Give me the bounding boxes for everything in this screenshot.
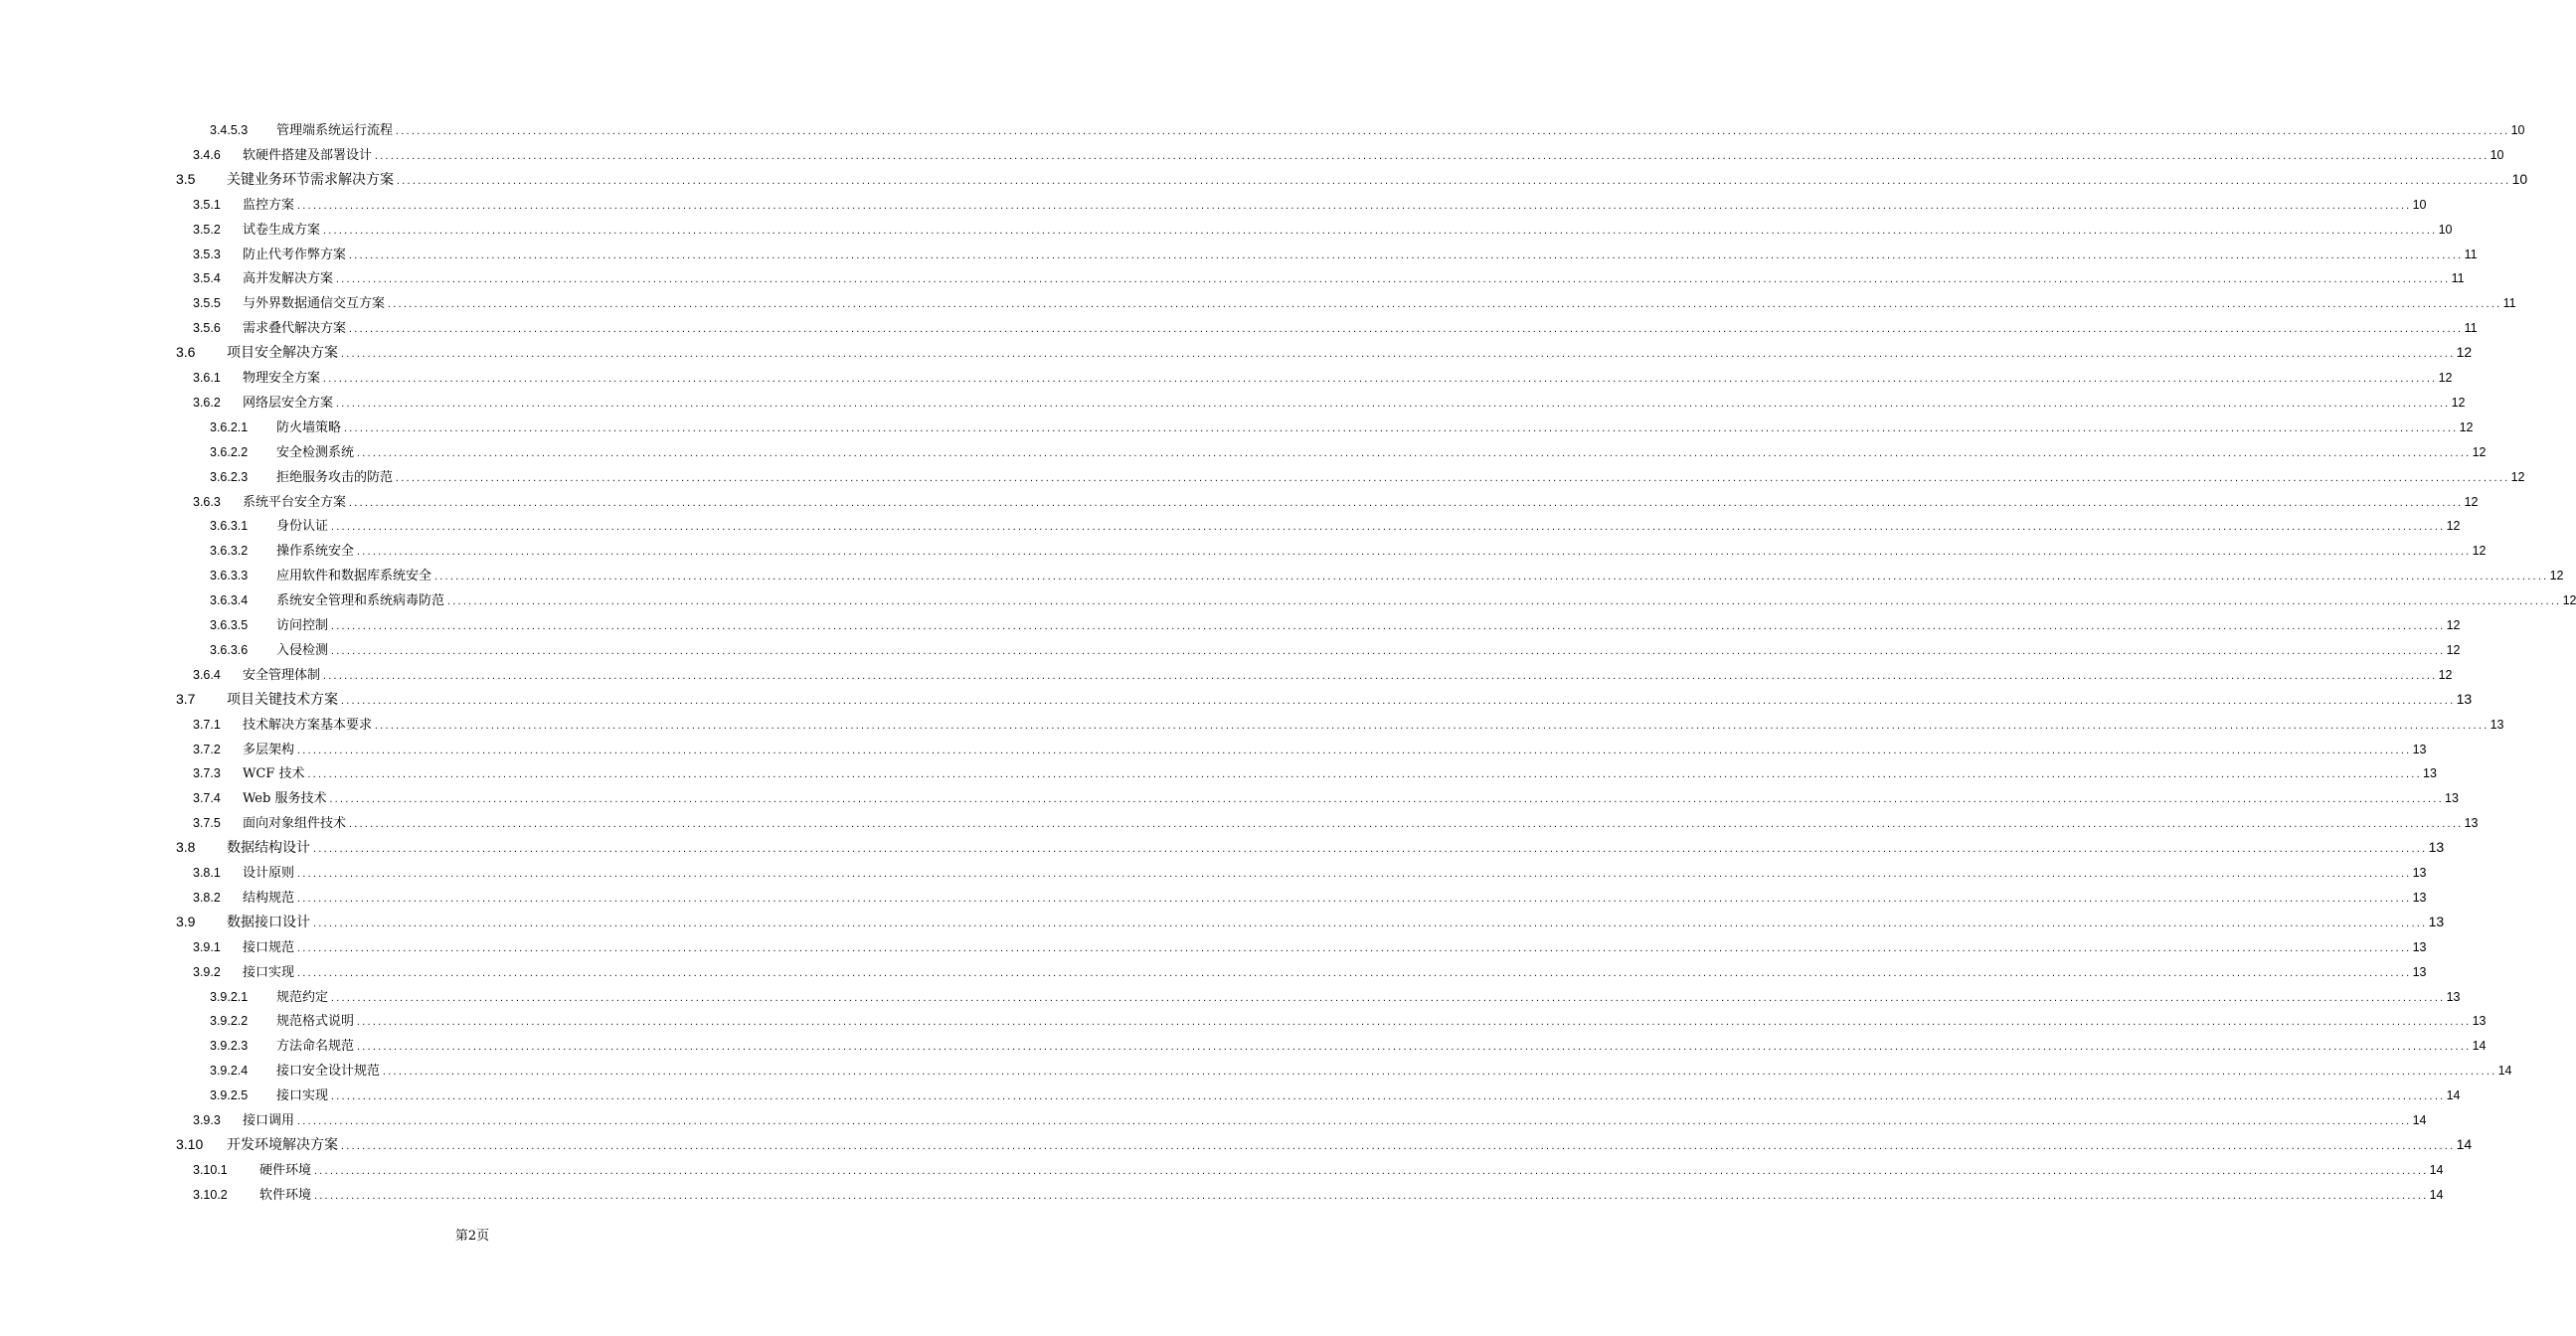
toc-entry-number: 3.6.3.5 <box>210 618 249 632</box>
toc-entry-title: 技术解决方案基本要求 <box>243 717 373 733</box>
toc-entry-title: 接口实现 <box>243 964 295 980</box>
toc-dot-leader: ................................................................................................................................................................................................................................................................................................................................................................................................................ <box>340 696 2455 706</box>
toc-dot-leader: ................................................................................................................................................................................................................................................................................................................................................................................................................ <box>306 770 2422 780</box>
toc-entry[interactable] <box>210 1060 2512 1080</box>
page-footer: 第2页 <box>454 1229 490 1244</box>
toc-entry-page: 13 <box>2423 766 2437 781</box>
toc-entry-title: 监控方案 <box>243 197 295 213</box>
toc-entry[interactable] <box>193 317 2478 337</box>
toc-entry[interactable] <box>176 912 2445 931</box>
toc-entry[interactable] <box>193 862 2427 882</box>
toc-entry-number: 3.6.3.6 <box>210 642 249 657</box>
toc-entry-page: 10 <box>2412 197 2427 212</box>
toc-entry-title: 防火墙策略 <box>276 419 342 435</box>
toc-entry-number: 3.5.3 <box>193 247 221 261</box>
toc-entry-number: 3.7.5 <box>193 816 221 831</box>
toc-entry-page: 12 <box>2446 618 2461 632</box>
toc-entry-number: 3.7.4 <box>193 791 221 806</box>
toc-entry-number: 3.6 <box>176 344 196 361</box>
toc-entry-number: 3.9.2.4 <box>210 1064 249 1079</box>
toc-entry[interactable] <box>193 812 2479 832</box>
toc-entry-page: 13 <box>2428 839 2445 856</box>
toc-entry-title: 数据接口设计 <box>227 914 310 930</box>
toc-entry-page: 12 <box>2459 419 2474 434</box>
toc-entry-title: 规范格式说明 <box>276 1014 355 1030</box>
toc-entry[interactable] <box>193 787 2459 807</box>
toc-entry[interactable] <box>193 292 2516 312</box>
toc-entry[interactable] <box>210 466 2525 486</box>
toc-dot-leader: ................................................................................................................................................................................................................................................................................................................................................................................................................ <box>296 943 2411 953</box>
toc-entry[interactable] <box>193 194 2427 214</box>
toc-entry-title: Web 服务技术 <box>243 791 327 807</box>
toc-entry-number: 3.5.6 <box>193 321 221 336</box>
toc-entry-page: 12 <box>2562 593 2576 608</box>
toc-dot-leader: ................................................................................................................................................................................................................................................................................................................................................................................................................ <box>356 1018 2471 1028</box>
toc-entry[interactable] <box>193 961 2427 981</box>
toc-dot-leader: ................................................................................................................................................................................................................................................................................................................................................................................................................ <box>340 350 2455 360</box>
toc-entry[interactable] <box>176 837 2445 857</box>
toc-entry[interactable] <box>193 887 2427 907</box>
toc-entry[interactable] <box>210 1010 2487 1030</box>
toc-entry-number: 3.8.2 <box>193 890 221 905</box>
toc-entry-title: 设计原则 <box>243 866 295 881</box>
toc-entry[interactable] <box>210 1035 2487 1055</box>
toc-entry-title: WCF 技术 <box>243 766 305 782</box>
toc-entry-number: 3.10 <box>176 1135 204 1152</box>
toc-entry[interactable] <box>210 589 2576 609</box>
toc-dot-leader: ................................................................................................................................................................................................................................................................................................................................................................................................................ <box>330 646 2445 656</box>
toc-entry-number: 3.5.1 <box>193 197 221 212</box>
toc-entry-page: 12 <box>2451 395 2466 410</box>
toc-entry-page: 13 <box>2445 791 2459 806</box>
toc-dot-leader: ................................................................................................................................................................................................................................................................................................................................................................................................................ <box>348 498 2463 508</box>
toc-entry-page: 13 <box>2412 890 2427 905</box>
toc-entry-title: 需求叠代解决方案 <box>243 321 347 337</box>
toc-entry-number: 3.6.4 <box>193 667 221 682</box>
toc-entry-number: 3.6.2.2 <box>210 444 249 459</box>
toc-entry-number: 3.5 <box>176 170 196 187</box>
toc-entry-title: 防止代考作弊方案 <box>243 247 347 262</box>
toc-entry-title: 项目关键技术方案 <box>227 691 338 708</box>
toc-entry-title: 网络层安全方案 <box>243 395 334 411</box>
toc-entry-title: 拒绝服务攻击的防范 <box>276 469 394 485</box>
toc-entry-page: 12 <box>2438 667 2453 682</box>
toc-dot-leader: ................................................................................................................................................................................................................................................................................................................................................................................................................ <box>328 795 2444 805</box>
toc-dot-leader: ................................................................................................................................................................................................................................................................................................................................................................................................................ <box>343 423 2458 433</box>
toc-entry[interactable] <box>193 936 2427 956</box>
toc-dot-leader: ................................................................................................................................................................................................................................................................................................................................................................................................................ <box>312 918 2427 928</box>
toc-dot-leader: ................................................................................................................................................................................................................................................................................................................................................................................................................ <box>348 820 2463 830</box>
toc-entry-title: 软件环境 <box>259 1187 312 1203</box>
toc-dot-leader: ................................................................................................................................................................................................................................................................................................................................................................................................................ <box>296 894 2411 904</box>
toc-entry-title: 访问控制 <box>276 618 329 633</box>
toc-entry-page: 13 <box>2464 816 2479 831</box>
toc-entry[interactable] <box>176 689 2473 709</box>
toc-entry-number: 3.7.1 <box>193 717 221 732</box>
toc-entry-number: 3.6.2.1 <box>210 419 249 434</box>
toc-entry[interactable] <box>193 664 2453 684</box>
toc-entry[interactable] <box>210 119 2525 139</box>
toc-entry-page: 13 <box>2446 989 2461 1004</box>
toc-dot-leader: ................................................................................................................................................................................................................................................................................................................................................................................................................ <box>374 151 2489 161</box>
toc-entry[interactable] <box>193 739 2427 758</box>
toc-entry-number: 3.9 <box>176 913 196 929</box>
toc-entry-number: 3.5.4 <box>193 271 221 286</box>
toc-entry-number: 3.9.3 <box>193 1113 221 1127</box>
toc-entry[interactable] <box>210 441 2487 461</box>
toc-dot-leader: ................................................................................................................................................................................................................................................................................................................................................................................................................ <box>374 721 2489 731</box>
toc-entry-page: 12 <box>2510 469 2525 484</box>
toc-dot-leader: ................................................................................................................................................................................................................................................................................................................................................................................................................ <box>348 250 2463 260</box>
toc-entry-number: 3.8 <box>176 839 196 856</box>
toc-entry-title: 身份认证 <box>276 519 329 535</box>
toc-dot-leader: ................................................................................................................................................................................................................................................................................................................................................................................................................ <box>446 597 2561 607</box>
toc-entry-page: 12 <box>2438 371 2453 385</box>
toc-entry-title: 开发环境解决方案 <box>227 1136 338 1153</box>
toc-dot-leader: ................................................................................................................................................................................................................................................................................................................................................................................................................ <box>296 1117 2411 1126</box>
toc-dot-leader: ................................................................................................................................................................................................................................................................................................................................................................................................................ <box>296 201 2411 211</box>
toc-entry-title: 接口调用 <box>243 1113 295 1128</box>
toc-entry-title: 系统平台安全方案 <box>243 494 347 510</box>
toc-entry-number: 3.6.1 <box>193 371 221 385</box>
toc-entry-page: 14 <box>2456 1135 2473 1152</box>
toc-entry-page: 13 <box>2490 717 2504 732</box>
toc-entry-title: 接口规范 <box>243 939 295 955</box>
toc-entry-title: 项目安全解决方案 <box>227 345 338 362</box>
toc-entry-title: 安全管理体制 <box>243 667 321 683</box>
toc-entry-title: 应用软件和数据库系统安全 <box>276 569 432 584</box>
toc-entry-title: 系统安全管理和系统病毒防范 <box>276 593 445 609</box>
toc-entry[interactable] <box>210 639 2461 659</box>
toc-dot-leader: ................................................................................................................................................................................................................................................................................................................................................................................................................ <box>313 1166 2428 1176</box>
toc-entry-title: 操作系统安全 <box>276 544 355 560</box>
toc-entry[interactable] <box>210 515 2461 535</box>
toc-entry-number: 3.6.2.3 <box>210 469 249 484</box>
toc-entry-title: 硬件环境 <box>259 1162 312 1178</box>
toc-entry-number: 3.6.3.3 <box>210 569 249 584</box>
toc-dot-leader: ................................................................................................................................................................................................................................................................................................................................................................................................................ <box>296 968 2411 978</box>
toc-entry-number: 3.9.2.5 <box>210 1088 249 1103</box>
toc-entry-number: 3.6.3 <box>193 494 221 509</box>
toc-entry-number: 3.9.1 <box>193 939 221 954</box>
toc-entry-page: 12 <box>2446 519 2461 534</box>
toc-entry[interactable] <box>193 1184 2444 1204</box>
toc-entry-page: 10 <box>2438 222 2453 237</box>
toc-entry-page: 14 <box>2412 1113 2427 1127</box>
toc-entry-title: 方法命名规范 <box>276 1039 355 1055</box>
toc-entry-page: 12 <box>2472 544 2487 559</box>
toc-entry-title: 结构规范 <box>243 890 295 906</box>
toc-entry-page: 14 <box>2429 1162 2444 1177</box>
toc-dot-leader: ................................................................................................................................................................................................................................................................................................................................................................................................................ <box>348 325 2463 335</box>
toc-entry-page: 14 <box>2497 1064 2512 1079</box>
toc-dot-leader: ................................................................................................................................................................................................................................................................................................................................................................................................................ <box>387 300 2501 310</box>
toc-entry[interactable] <box>193 1159 2444 1179</box>
toc-entry-number: 3.10.2 <box>193 1187 228 1202</box>
toc-entry[interactable] <box>176 1134 2473 1154</box>
toc-dot-leader: ................................................................................................................................................................................................................................................................................................................................................................................................................ <box>322 226 2437 236</box>
toc-dot-leader: ................................................................................................................................................................................................................................................................................................................................................................................................................ <box>330 1092 2445 1102</box>
toc-entry-page: 11 <box>2451 271 2465 286</box>
toc-entry[interactable] <box>193 367 2453 387</box>
toc-dot-leader: ................................................................................................................................................................................................................................................................................................................................................................................................................ <box>322 375 2437 384</box>
toc-entry-title: 数据结构设计 <box>227 840 310 857</box>
toc-dot-leader: ................................................................................................................................................................................................................................................................................................................................................................................................................ <box>313 1191 2428 1201</box>
toc-dot-leader: ................................................................................................................................................................................................................................................................................................................................................................................................................ <box>330 622 2445 631</box>
toc-entry-page: 14 <box>2446 1088 2461 1103</box>
toc-entry-title: 接口安全设计规范 <box>276 1064 381 1080</box>
toc-entry-title: 管理端系统运行流程 <box>276 123 394 138</box>
toc-entry-number: 3.7.3 <box>193 766 221 781</box>
toc-entry-page: 12 <box>2456 344 2473 361</box>
toc-entry-number: 3.5.2 <box>193 222 221 237</box>
toc-dot-leader: ................................................................................................................................................................................................................................................................................................................................................................................................................ <box>356 448 2471 458</box>
toc-entry[interactable] <box>210 417 2474 436</box>
toc-entry[interactable] <box>193 219 2453 239</box>
toc-entry-page: 10 <box>2490 147 2504 162</box>
toc-entry-title: 规范约定 <box>276 989 329 1005</box>
toc-dot-leader: ................................................................................................................................................................................................................................................................................................................................................................................................................ <box>396 176 2510 186</box>
toc-entry-number: 3.9.2 <box>193 964 221 979</box>
toc-entry-page: 11 <box>2502 296 2516 311</box>
toc-entry-number: 3.9.2.2 <box>210 1014 249 1029</box>
toc-entry-number: 3.4.6 <box>193 147 221 162</box>
toc-entry[interactable] <box>210 565 2564 584</box>
toc-entry-title: 高并发解决方案 <box>243 271 334 287</box>
toc-entry[interactable] <box>176 342 2473 362</box>
toc-entry-page: 12 <box>2446 642 2461 657</box>
toc-entry[interactable] <box>193 244 2478 263</box>
toc-dot-leader: ................................................................................................................................................................................................................................................................................................................................................................................................................ <box>340 1141 2455 1151</box>
toc-entry[interactable] <box>193 714 2504 734</box>
toc-entry[interactable] <box>210 1085 2461 1104</box>
toc-dot-leader: ................................................................................................................................................................................................................................................................................................................................................................................................................ <box>296 870 2411 879</box>
toc-entry[interactable] <box>193 762 2437 782</box>
toc-entry-page: 13 <box>2412 866 2427 880</box>
toc-dot-leader: ................................................................................................................................................................................................................................................................................................................................................................................................................ <box>335 399 2450 409</box>
toc-entry-page: 12 <box>2472 444 2487 459</box>
toc-entry-title: 试卷生成方案 <box>243 222 321 238</box>
toc-entry[interactable] <box>193 392 2466 412</box>
toc-entry[interactable] <box>210 540 2487 560</box>
toc-entry-number: 3.6.3.2 <box>210 544 249 559</box>
toc-entry-number: 3.4.5.3 <box>210 123 249 137</box>
toc-dot-leader: ................................................................................................................................................................................................................................................................................................................................................................................................................ <box>433 573 2548 583</box>
toc-dot-leader: ................................................................................................................................................................................................................................................................................................................................................................................................................ <box>356 1043 2471 1053</box>
toc-entry-number: 3.5.5 <box>193 296 221 311</box>
toc-entry-number: 3.7 <box>176 690 196 707</box>
toc-entry-page: 11 <box>2464 247 2478 261</box>
toc-entry-page: 13 <box>2472 1014 2487 1029</box>
toc-entry-number: 3.6.3.1 <box>210 519 249 534</box>
toc-dot-leader: ................................................................................................................................................................................................................................................................................................................................................................................................................ <box>322 671 2437 681</box>
toc-entry-number: 3.10.1 <box>193 1162 228 1177</box>
toc-entry-title: 多层架构 <box>243 742 295 757</box>
toc-entry[interactable] <box>193 1109 2427 1129</box>
toc-entry[interactable] <box>210 986 2461 1006</box>
toc-entry-title: 关键业务环节需求解决方案 <box>227 171 394 188</box>
toc-entry-page: 13 <box>2428 913 2445 929</box>
toc-dot-leader: ................................................................................................................................................................................................................................................................................................................................................................................................................ <box>312 845 2427 855</box>
toc-entry-title: 入侵检测 <box>276 642 329 658</box>
toc-dot-leader: ................................................................................................................................................................................................................................................................................................................................................................................................................ <box>330 523 2445 533</box>
toc-entry-page: 13 <box>2456 690 2473 707</box>
toc-entry-page: 13 <box>2412 964 2427 979</box>
toc-entry[interactable] <box>193 144 2504 164</box>
toc-entry-title: 安全检测系统 <box>276 444 355 460</box>
toc-dot-leader: ................................................................................................................................................................................................................................................................................................................................................................................................................ <box>356 548 2471 558</box>
toc-entry-title: 与外界数据通信交互方案 <box>243 296 386 312</box>
toc-entry-number: 3.9.2.3 <box>210 1039 249 1054</box>
toc-entry-page: 13 <box>2412 742 2427 756</box>
toc-entry-number: 3.6.3.4 <box>210 593 249 608</box>
toc-entry-page: 10 <box>2510 123 2525 137</box>
toc-entry-title: 接口实现 <box>276 1088 329 1104</box>
toc-entry-number: 3.9.2.1 <box>210 989 249 1004</box>
toc-entry-title: 物理安全方案 <box>243 371 321 386</box>
toc-entry-page: 14 <box>2429 1187 2444 1202</box>
toc-entry-page: 10 <box>2511 170 2528 187</box>
toc-entry-page: 11 <box>2464 321 2478 336</box>
toc-entry-number: 3.8.1 <box>193 866 221 880</box>
toc-entry-page: 12 <box>2464 494 2479 509</box>
toc-entry-title: 软硬件搭建及部署设计 <box>243 147 373 163</box>
toc-dot-leader: ................................................................................................................................................................................................................................................................................................................................................................................................................ <box>330 993 2445 1003</box>
toc-dot-leader: ................................................................................................................................................................................................................................................................................................................................................................................................................ <box>395 127 2509 136</box>
toc-dot-leader: ................................................................................................................................................................................................................................................................................................................................................................................................................ <box>382 1068 2496 1078</box>
toc-entry[interactable] <box>210 614 2461 634</box>
toc-dot-leader: ................................................................................................................................................................................................................................................................................................................................................................................................................ <box>335 275 2450 285</box>
toc-entry[interactable] <box>193 491 2479 511</box>
toc-dot-leader: ................................................................................................................................................................................................................................................................................................................................................................................................................ <box>395 473 2509 483</box>
toc-entry[interactable] <box>193 267 2465 287</box>
toc-entry-page: 14 <box>2472 1039 2487 1054</box>
toc-entry-number: 3.7.2 <box>193 742 221 756</box>
toc-entry[interactable] <box>176 169 2528 189</box>
toc-entry-number: 3.6.2 <box>193 395 221 410</box>
toc-entry-page: 12 <box>2549 569 2564 584</box>
toc-dot-leader: ................................................................................................................................................................................................................................................................................................................................................................................................................ <box>296 746 2411 755</box>
toc-entry-page: 13 <box>2412 939 2427 954</box>
toc-entry-title: 面向对象组件技术 <box>243 816 347 832</box>
